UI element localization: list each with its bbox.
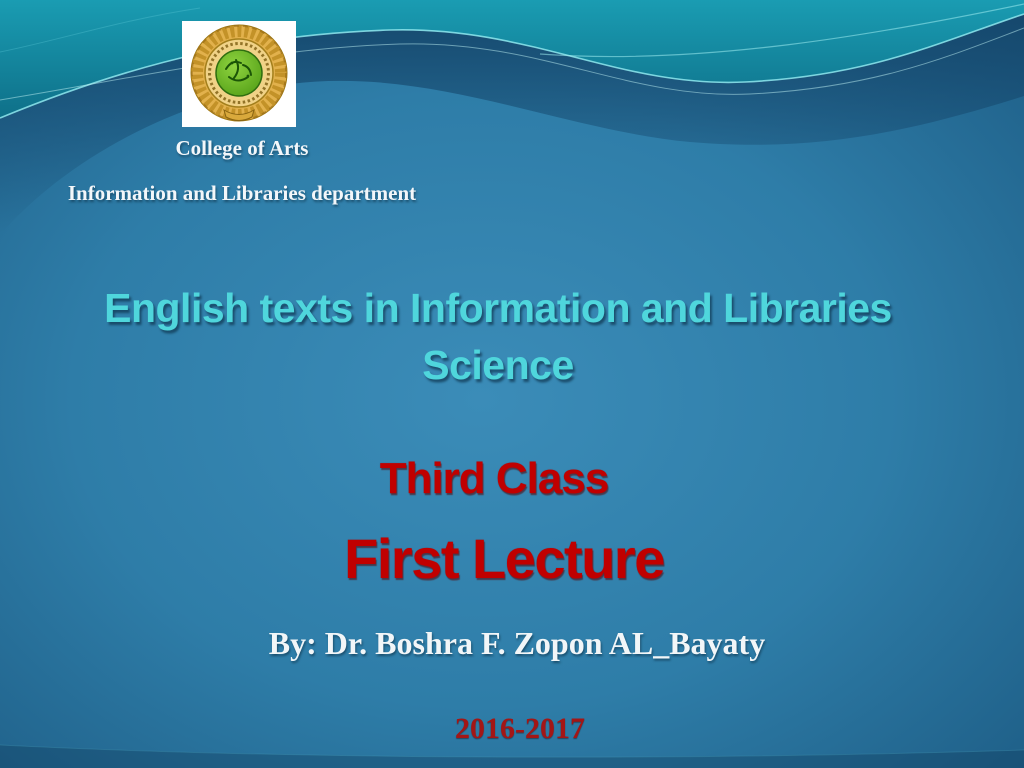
academic-year: 2016-2017 xyxy=(455,712,585,745)
university-emblem-icon xyxy=(182,21,296,127)
class-subtitle: Third Class xyxy=(379,454,609,503)
department-name: Information and Libraries department xyxy=(67,181,417,205)
lecture-subtitle: First Lecture xyxy=(344,527,664,590)
author-byline: By: Dr. Boshra F. Zopon AL_Bayaty xyxy=(268,625,766,661)
slide-title-line2: Science xyxy=(422,342,574,388)
university-logo xyxy=(182,21,296,127)
slide-title-line1: English texts in Information and Libraries xyxy=(104,285,892,331)
slide-title xyxy=(0,280,1010,394)
college-name: College of Arts xyxy=(175,136,309,160)
